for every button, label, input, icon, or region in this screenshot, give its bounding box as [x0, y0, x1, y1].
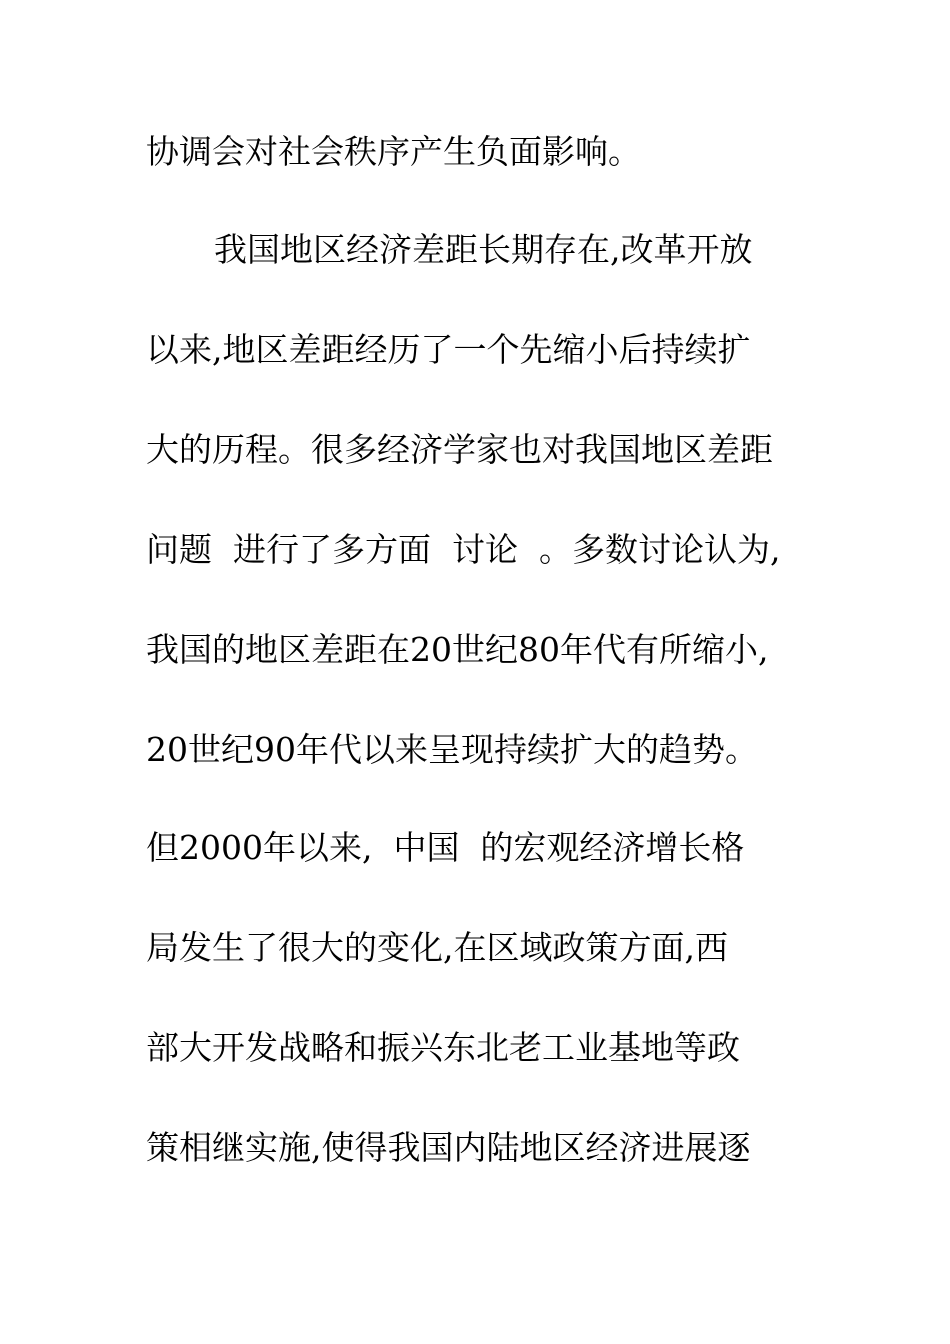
text-line: 部大开发战略和振兴东北老工业基地等政	[146, 1028, 740, 1067]
text-line: 问题 进行了多方面 讨论 。多数讨论认为,	[146, 530, 781, 569]
text-line: 协调会对社会秩序产生负面影响。	[146, 132, 641, 171]
paragraph-first-line: 我国地区经济差距长期存在,改革开放	[214, 230, 753, 269]
text-line: 以来,地区差距经历了一个先缩小后持续扩	[146, 330, 751, 369]
text-line: 局发生了很大的变化,在区域政策方面,西	[146, 928, 728, 967]
text-line: 策相继实施,使得我国内陆地区经济进展逐	[146, 1128, 751, 1167]
text-line: 但2000年以来, 中国 的宏观经济增长格	[146, 828, 745, 867]
text-line: 大的历程。很多经济学家也对我国地区差距	[146, 430, 773, 469]
text-line: 20世纪90年代以来呈现持续扩大的趋势。	[146, 730, 758, 769]
text-line: 我国的地区差距在20世纪80年代有所缩小,	[146, 630, 769, 669]
